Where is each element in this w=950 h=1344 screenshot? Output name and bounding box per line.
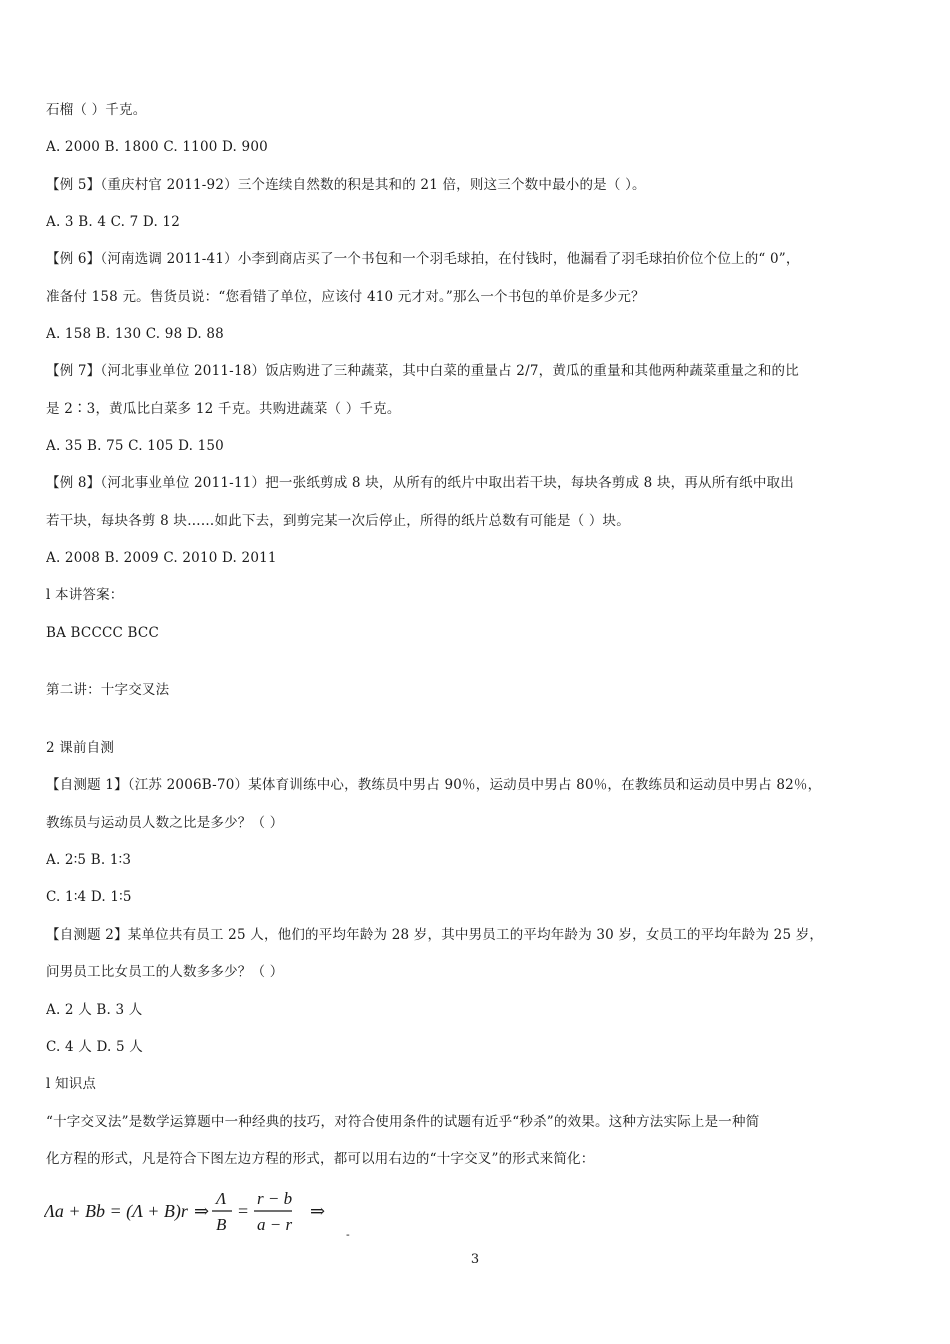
subsection-heading: l 知识点 <box>46 1076 97 1092</box>
text-line: 石榴（ ）千克。 <box>46 102 147 118</box>
footer-dash: - <box>346 1228 350 1241</box>
text-line: C. 4 人 D. 5 人 <box>46 1039 144 1055</box>
text-line: 【自测题 1】（江苏 2006B-70）某体育训练中心，教练员中男占 90％，运动员中男占 80％，在教练员和运动员中男占 82％， <box>46 777 822 793</box>
text-line: 化方程的形式，凡是符合下图左边方程的形式，都可以用右边的“十字交叉”的形式来简化： <box>46 1151 595 1167</box>
page-number: 3 <box>470 1252 480 1267</box>
formula-arrow-right: ⇒ <box>310 1201 326 1221</box>
subsection-heading: 2 课前自测 <box>46 740 115 756</box>
text-line: l 本讲答案： <box>46 587 124 603</box>
formula-fraction-right-denominator: a − r <box>257 1215 293 1234</box>
text-line: 【例 5】（重庆村官 2011-92）三个连续自然数的积是其和的 21 倍，则这三个数中最小的是（ ）。 <box>46 177 646 193</box>
text-line: 若干块，每块各剪 8 块……如此下去，到剪完某一次后停止，所得的纸片总数有可能是（ ）块。 <box>46 513 630 529</box>
text-line: “十字交叉法”是数学运算题中一种经典的技巧，对符合使用条件的试题有近乎“秒杀”的效果。这种方法实际上是一种简 <box>46 1114 760 1130</box>
text-line: 【自测题 2】某单位共有员工 25 人，他们的平均年龄为 28 岁，其中男员工的平均年龄为 30 岁，女员工的平均年龄为 25 岁， <box>46 927 824 943</box>
text-line: 是 2∶3，黄瓜比白菜多 12 千克。共购进蔬菜（ ）千克。 <box>46 401 401 417</box>
text-line: A. 35 B. 75 C. 105 D. 150 <box>46 438 224 454</box>
text-line: 【例 8】（河北事业单位 2011-11）把一张纸剪成 8 块，从所有的纸片中取出若干块，每块各剪成 8 块，再从所有纸中取出 <box>46 475 794 491</box>
text-line: A. 2∶5 B. 1∶3 <box>46 852 132 868</box>
formula-fraction-left-numerator: Λ <box>216 1189 227 1208</box>
cross-method-formula <box>44 1184 364 1240</box>
formula-fraction-left-denominator: B <box>216 1215 227 1234</box>
section-heading: 第二讲：十字交叉法 <box>46 682 170 698</box>
text-line: 问男员工比女员工的人数多多少？（ ） <box>46 964 284 980</box>
text-line: 教练员与运动员人数之比是多少？（ ） <box>46 815 284 831</box>
formula-arrow: ⇒ <box>194 1201 210 1221</box>
text-line: A. 2 人 B. 3 人 <box>46 1002 143 1018</box>
text-line: 准备付 158 元。售货员说：“您看错了单位，应该付 410 元才对。”那么一个书包的单价是多少元？ <box>46 289 645 305</box>
text-line: A. 3 B. 4 C. 7 D. 12 <box>46 214 181 230</box>
text-line: A. 2008 B. 2009 C. 2010 D. 2011 <box>46 550 277 566</box>
formula-lhs: Λa + Bb = (Λ + B)r <box>44 1201 188 1221</box>
formula-equals: = <box>238 1201 249 1221</box>
formula-fraction-right-numerator: r − b <box>257 1189 293 1208</box>
text-line: A. 158 B. 130 C. 98 D. 88 <box>46 326 224 342</box>
text-line: 【例 7】（河北事业单位 2011-18）饭店购进了三种蔬菜，其中白菜的重量占 2/7，黄瓜的重量和其他两种蔬菜重量之和的比 <box>46 363 799 379</box>
text-line: C. 1∶4 D. 1∶5 <box>46 889 132 905</box>
text-line: BA BCCCC BCC <box>46 625 159 641</box>
text-line: 【例 6】（河南选调 2011-41）小李到商店买了一个书包和一个羽毛球拍，在付钱时，他漏看了羽毛球拍价位个位上的“ 0”， <box>46 251 800 267</box>
text-line: A. 2000 B. 1800 C. 1100 D. 900 <box>46 139 268 155</box>
